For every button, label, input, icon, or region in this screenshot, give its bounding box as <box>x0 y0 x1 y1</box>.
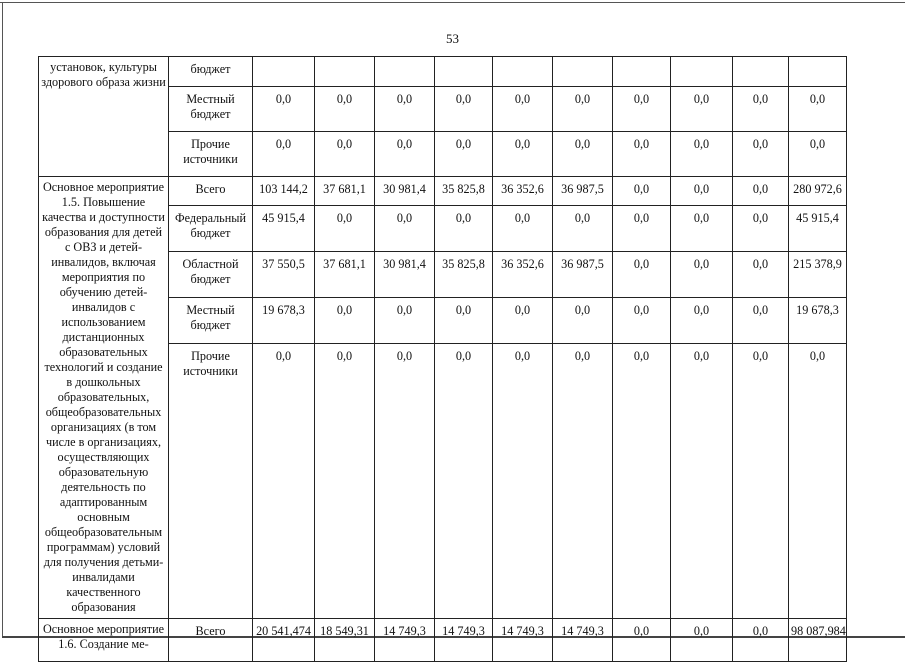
total-cell <box>789 57 847 87</box>
value-cell: 0,0 <box>553 298 613 344</box>
funding-source: Прочие источники <box>169 132 253 177</box>
funding-source: Федеральный бюджет <box>169 206 253 252</box>
value-cell <box>733 57 789 87</box>
value-cell: 0,0 <box>671 177 733 206</box>
value-cell: 0,0 <box>671 619 733 662</box>
value-cell: 0,0 <box>493 344 553 619</box>
funding-source: Местный бюджет <box>169 87 253 132</box>
value-cell: 0,0 <box>315 206 375 252</box>
value-cell: 0,0 <box>435 87 493 132</box>
value-cell: 18 549,31 <box>315 619 375 662</box>
value-cell: 0,0 <box>613 87 671 132</box>
value-cell: 0,0 <box>553 132 613 177</box>
value-cell <box>315 57 375 87</box>
value-cell: 0,0 <box>613 344 671 619</box>
value-cell: 0,0 <box>315 132 375 177</box>
value-cell: 0,0 <box>671 132 733 177</box>
value-cell: 0,0 <box>435 344 493 619</box>
value-cell: 0,0 <box>253 344 315 619</box>
value-cell: 0,0 <box>613 206 671 252</box>
value-cell: 20 541,474 <box>253 619 315 662</box>
value-cell: 0,0 <box>435 298 493 344</box>
value-cell: 37 681,1 <box>315 252 375 298</box>
value-cell: 0,0 <box>733 87 789 132</box>
value-cell: 0,0 <box>375 344 435 619</box>
value-cell: 103 144,2 <box>253 177 315 206</box>
value-cell <box>613 57 671 87</box>
budget-table <box>38 56 847 662</box>
value-cell: 0,0 <box>493 132 553 177</box>
value-cell: 0,0 <box>315 87 375 132</box>
value-cell: 0,0 <box>733 132 789 177</box>
value-cell <box>553 57 613 87</box>
value-cell: 0,0 <box>435 132 493 177</box>
value-cell: 0,0 <box>375 132 435 177</box>
total-cell: 280 972,6 <box>789 177 847 206</box>
activity-description: Основное мероприятие 1.5. Повышение качества и доступности образования для детей с ОВЗ и детей-инвалидов, включая мероприятия по обучению детей-инвалидов с использованием дистанционных образовательных технологий и создание в дошкольных образовательных, общеобразовательных организациях (в том числе в организациях, осуществляющих образовательную деятельность по адаптированным основным общеобразовательным программам) условий для получения детьми-инвалидами качественного образования <box>39 177 169 619</box>
table-row <box>39 619 847 662</box>
value-cell: 30 981,4 <box>375 252 435 298</box>
value-cell: 0,0 <box>375 298 435 344</box>
value-cell: 36 987,5 <box>553 177 613 206</box>
table-row <box>39 177 847 206</box>
funding-source: бюджет <box>169 57 253 87</box>
value-cell: 35 825,8 <box>435 177 493 206</box>
value-cell: 0,0 <box>671 344 733 619</box>
activity-description: Основное мероприятие 1.6. Создание ме- <box>39 619 169 662</box>
funding-source: Областной бюджет <box>169 252 253 298</box>
scan-border-top <box>0 2 905 3</box>
value-cell: 36 352,6 <box>493 252 553 298</box>
funding-source: Всего <box>169 177 253 206</box>
value-cell: 0,0 <box>733 252 789 298</box>
value-cell: 0,0 <box>671 252 733 298</box>
value-cell: 0,0 <box>733 177 789 206</box>
value-cell: 0,0 <box>375 206 435 252</box>
value-cell: 0,0 <box>671 87 733 132</box>
value-cell: 37 550,5 <box>253 252 315 298</box>
total-cell: 0,0 <box>789 132 847 177</box>
value-cell: 30 981,4 <box>375 177 435 206</box>
value-cell: 0,0 <box>493 206 553 252</box>
value-cell: 0,0 <box>733 206 789 252</box>
value-cell <box>671 57 733 87</box>
value-cell: 0,0 <box>613 619 671 662</box>
value-cell: 19 678,3 <box>253 298 315 344</box>
value-cell: 0,0 <box>733 344 789 619</box>
value-cell: 0,0 <box>671 298 733 344</box>
total-cell: 0,0 <box>789 344 847 619</box>
value-cell: 0,0 <box>253 132 315 177</box>
value-cell: 0,0 <box>613 298 671 344</box>
value-cell: 36 987,5 <box>553 252 613 298</box>
total-cell: 215 378,9 <box>789 252 847 298</box>
value-cell: 14 749,3 <box>435 619 493 662</box>
value-cell: 0,0 <box>553 87 613 132</box>
total-cell: 0,0 <box>789 87 847 132</box>
value-cell: 0,0 <box>315 298 375 344</box>
value-cell: 0,0 <box>553 206 613 252</box>
total-cell: 45 915,4 <box>789 206 847 252</box>
value-cell: 0,0 <box>733 298 789 344</box>
value-cell: 0,0 <box>613 132 671 177</box>
value-cell: 14 749,3 <box>493 619 553 662</box>
value-cell: 0,0 <box>435 206 493 252</box>
value-cell: 0,0 <box>315 344 375 619</box>
value-cell: 0,0 <box>493 298 553 344</box>
value-cell: 0,0 <box>671 206 733 252</box>
value-cell: 14 749,3 <box>375 619 435 662</box>
value-cell: 0,0 <box>733 619 789 662</box>
value-cell <box>253 57 315 87</box>
value-cell <box>375 57 435 87</box>
page-number: 53 <box>446 31 459 46</box>
scan-border-left <box>2 2 3 636</box>
value-cell: 0,0 <box>613 177 671 206</box>
value-cell: 0,0 <box>375 87 435 132</box>
value-cell: 45 915,4 <box>253 206 315 252</box>
total-cell: 19 678,3 <box>789 298 847 344</box>
funding-source: Всего <box>169 619 253 662</box>
value-cell: 35 825,8 <box>435 252 493 298</box>
value-cell: 0,0 <box>613 252 671 298</box>
value-cell <box>435 57 493 87</box>
value-cell: 36 352,6 <box>493 177 553 206</box>
value-cell: 14 749,3 <box>553 619 613 662</box>
funding-source: Местный бюджет <box>169 298 253 344</box>
value-cell: 0,0 <box>553 344 613 619</box>
activity-description: установок, культуры здорового образа жизни <box>39 57 169 177</box>
value-cell: 37 681,1 <box>315 177 375 206</box>
table-row <box>39 57 847 87</box>
value-cell: 0,0 <box>493 87 553 132</box>
value-cell: 0,0 <box>253 87 315 132</box>
value-cell <box>493 57 553 87</box>
funding-source: Прочие источники <box>169 344 253 619</box>
total-cell: 98 087,984 <box>789 619 847 662</box>
